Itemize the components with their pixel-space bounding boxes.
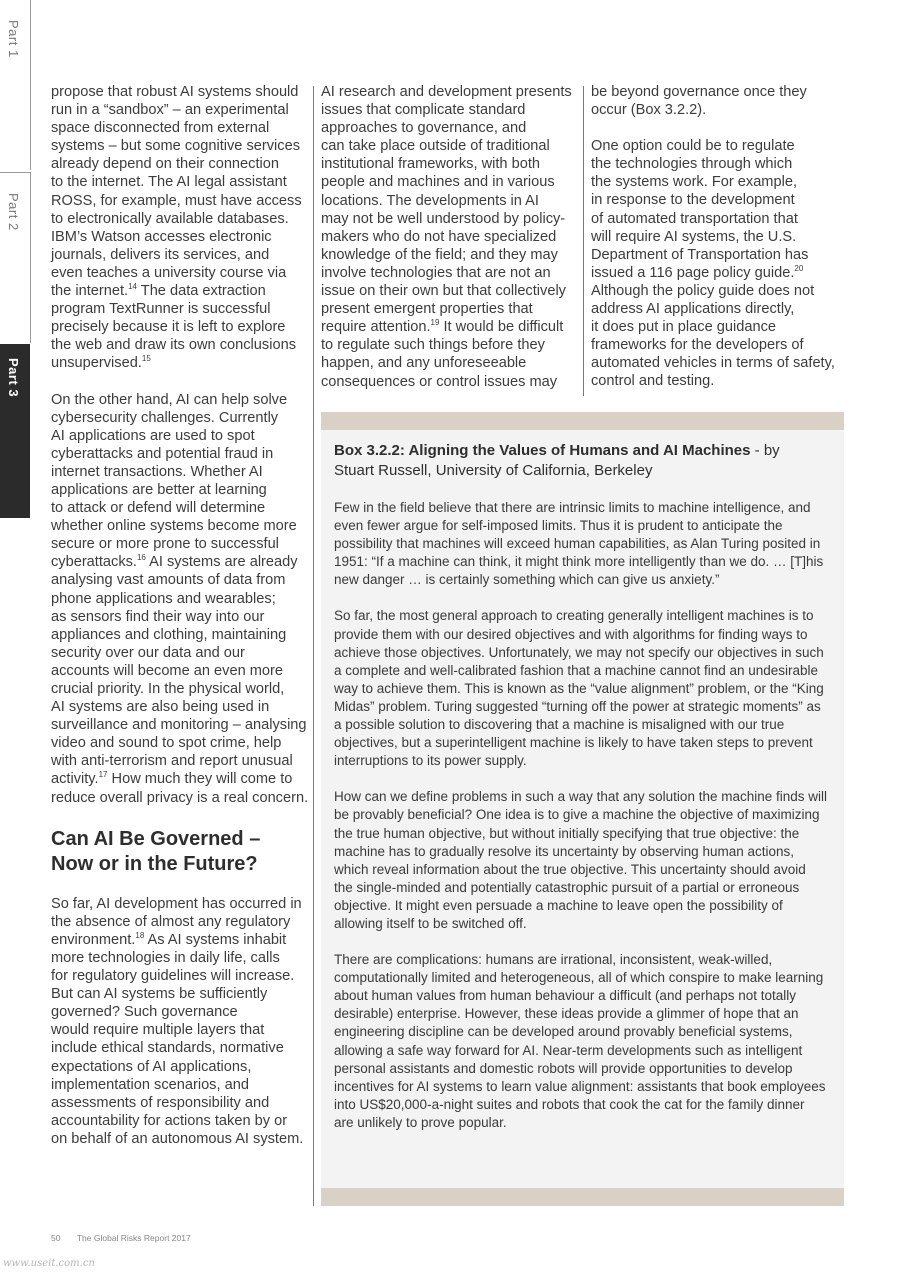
col1-paragraph-2: On the other hand, AI can help solve cybersecurity challenges. Currently AI applications are used to spot cyberattacks and potential fraud in internet transactions. Whether AI applications are better at learning to attack or defend will determine whether online systems become more secure or more prone to successful cyberattacks.$^{16}$ AI systems are already analysing vast amounts of data from phone applications and wearables; as sensors find their way into our appliances and clothing, maintaining security over our data and our accounts will become an even more crucial priority. In the physical world, AI systems are also being used in surveillance and monitoring – analysing video and sound to spot crime, help with anti-terrorism and report unusual activity.$^{17}$ How much they will come to reduce overall privacy is a real concern.	[51, 391, 309, 806]
footnote-14: 14	[128, 282, 137, 292]
box-3-2-2	[321, 430, 844, 1188]
tab-part-2-label: Part 2	[6, 193, 21, 231]
box-bottom-bar	[321, 1188, 844, 1206]
tab-part-3-label: Part 3	[6, 358, 21, 398]
part-tabs	[0, 0, 30, 520]
box-title: Box 3.2.2: Aligning the Values of Humans and AI Machines - by Stuart Russell, University of California, Berkeley	[334, 442, 780, 479]
col1-paragraph-3: So far, AI development has occurred in the absence of almost any regulatory environment.$^{18}$ As AI systems inhabit more technologies in daily life, calls for regulatory guidelines will increase. But can AI systems be sufficiently governed? Such governance would require multiple layers that include ethical standards, normative expectations of AI applications, implementation scenarios, and assessments of responsibility and accountability for actions taken by or on behalf of an autonomous AI system.	[51, 895, 304, 1147]
box-paragraph-4: There are complications: humans are irrational, inconsistent, weak-willed, computationally limited and heterogeneous, all of which conspire to make learning about human values from human behaviour a difficult (and perhaps not totally desirable) enterprise. However, these ideas provide a glimmer of hope that an engineering discipline can be developed around provably beneficial systems, allowing a safe way forward for AI. Near-term developments such as intelligent personal assistants and domestic robots will provide opportunities to develop incentives for AI systems to learn value alignment: assistants that book employees into US$20,000-a-night suites and robots that cook the cat for the family dinner are unlikely to prove popular.	[334, 952, 826, 1130]
column-1	[51, 83, 309, 1148]
box-top-bar	[321, 412, 844, 430]
section-heading: Can AI Be Governed – Now or in the Future?	[51, 827, 261, 875]
footnote-20: 20	[794, 263, 804, 273]
tab-part-3-active[interactable]	[0, 344, 30, 518]
footnote-16: 16	[136, 553, 146, 563]
column-divider-1	[313, 86, 314, 1206]
col3-paragraph-1: be beyond governance once they occur (Box 3.2.2).	[591, 84, 807, 119]
report-title: The Global Risks Report 2017	[76, 1233, 191, 1243]
col1-paragraph-1: propose that robust AI systems should run in a “sandbox” – an experimental space disconnected from external systems – but some cognitive services already depend on their connection to the internet. The AI legal assistant ROSS, for example, must have access to electronically available databases. IBM’s Watson accesses electronic journals, delivers its services, and even teaches a university course via the internet.$^{14}$ The data extraction program TextRunner is successful precisely because it is left to explore the web and draw its own conclusions unsupervised.$^{15}$	[51, 84, 302, 372]
box-content	[334, 441, 839, 1150]
col2-paragraph-1: AI research and development presents issues that complicate standard approaches to governance, and can take place outside of traditional institutional frameworks, with both people and machines and in various locations. The developments in AI may not be well understood by policy- makers who do not have specialized knowledge of the field; and they may involve technologies that are not an issue on their own but that collectively present emergent properties that require attention.$^{19}$ It would be difficult to regulate such things before they happen, and any unforeseeable consequences or control issues may	[321, 84, 572, 390]
column-divider-2	[583, 86, 584, 396]
tab-part-1[interactable]	[0, 0, 31, 170]
box-paragraph-3: How can we define problems in such a way that any solution the machine finds will be provably beneficial? One idea is to give a machine the objective of maximizing the true human objective, but without initially specifying that true objective: the machine has to gradually resolve its uncertainty by observing human actions, which reveal information about the true objective. This uncertainty should avoid the single-minded and potentially catastrophic pursuit of a partial or erroneous objective. It might even persuade a machine to leave open the possibility of allowing itself to be switched off.	[334, 789, 828, 931]
col3-paragraph-2: One option could be to regulate the technologies through which the systems work. For example, in response to the development of automated transportation that will require AI systems, the U.S. Department of Transportation has issued a 116 page policy guide.$^{20}$ Although the policy guide does not address AI applications directly, it does put in place guidance frameworks for the developers of automated vehicles in terms of safety, control and testing.	[591, 138, 835, 390]
column-3	[591, 83, 841, 391]
tab-part-1-label: Part 1	[6, 20, 21, 58]
tab-part-2[interactable]	[0, 172, 31, 343]
page-footer	[51, 1233, 191, 1243]
footnote-17: 17	[98, 770, 108, 780]
column-2	[321, 83, 583, 391]
footnote-15: 15	[141, 354, 151, 364]
page-number: 50	[51, 1233, 61, 1243]
box-paragraph-1: Few in the field believe that there are intrinsic limits to machine intelligence, and even fewer argue for self-imposed limits. Thus it is prudent to anticipate the possibility that machines will exceed human capabilities, as Alan Turing posited in 1951: “If a machine can think, it might think more intelligently than we do. … [T]his new danger … is certainly something which can give us anxiety.”	[334, 500, 824, 588]
footnote-19: 19	[430, 318, 440, 328]
watermark: www.useit.com.cn	[3, 1258, 95, 1269]
footnote-18: 18	[135, 930, 145, 940]
box-paragraph-2: So far, the most general approach to creating generally intelligent machines is to provide them with our desired objectives and with algorithms for finding ways to achieve those objectives. Unfortunately, we may not specify our objectives in such a complete and well-calibrated fashion that a machine cannot find an undesirable way to achieve them. This is known as the “value alignment” problem, or the “King Midas” problem. Turing suggested “turning off the power at strategic moments” as a possible solution to discovering that a machine is misaligned with our true objectives, but a superintelligent machine is likely to have taken steps to prevent interruptions to its power supply.	[334, 608, 824, 769]
